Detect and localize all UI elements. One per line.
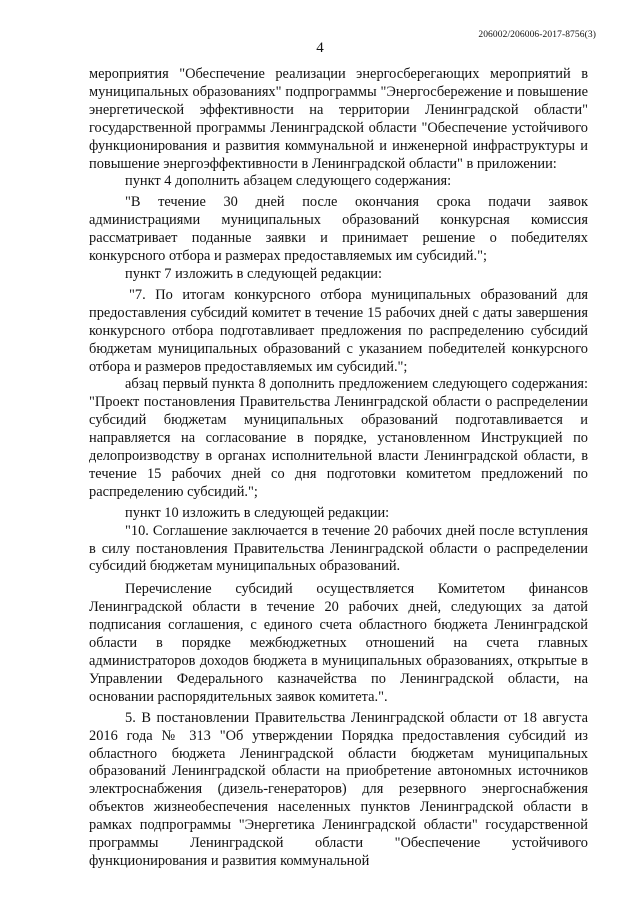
paragraph-point-8-amendment: абзац первый пункта 8 дополнить предложением следующего содержания: "Проект постановления Правительства Ленинградской области о распределении субсидий бюджетам муниципальных образований подготавливается и направляется на согласование в порядке, установленном Инструкцией по делопроизводству в органах исполнительной власти Ленинградской области, в течение 15 рабочих дней со дня подготовки комитетом предложений по распределению субсидий.";	[89, 376, 588, 500]
paragraph-point-7-text: "7. По итогам конкурсного отбора муниципальных образований для предоставления субсидий комитет в течение 15 рабочих дней с даты завершения конкурсного отбора подготавливает предложения по распределению субсидий бюджетам муниципальных образований с указанием победителей конкурсного отбора и размеров предоставляемых им субсидий.";	[89, 286, 588, 375]
document-body	[89, 66, 588, 871]
paragraph-item-5: 5. В постановлении Правительства Ленинградской области от 18 августа 2016 года № 313 "Об утверждении Порядка предоставления субсидий из областного бюджета Ленинградской области бюджетам муниципальных образований Ленинградской области на приобретение автономных источников электроснабжения (дизель-генераторов) для резервного энергоснабжения объектов жизнеобеспечения населенных пунктов Ленинградской области в рамках подпрограммы "Энергетика Ленинградской области" государственной программы Ленинградской области "Обеспечение устойчивого функционирования и развития коммунальной	[89, 709, 588, 869]
page-number: 4	[316, 40, 324, 56]
paragraph-point-7-instruction: пункт 7 изложить в следующей редакции:	[125, 265, 382, 282]
paragraph-point-4-text: "В течение 30 дней после окончания срока подачи заявок администрациями муниципальных образований конкурсная комиссия рассматривает поданные заявки и принимает решение о победителях конкурсного отбора и размерах предоставляемых им субсидий.";	[89, 194, 588, 265]
document-reference-number: 206002/206006-2017-8756(3)	[478, 30, 596, 40]
paragraph-point-4-instruction: пункт 4 дополнить абзацем следующего содержания:	[125, 173, 452, 190]
paragraph-subsidy-transfer: Перечисление субсидий осуществляется Комитетом финансов Ленинградской области в течение 20 рабочих дней, следующих за датой подписания соглашения, с единого счета областного бюджета Ленинградской области в порядке межбюджетных отношений на счета главных администраторов доходов бюджета в муниципальных образованиях, открытые в Управлении Федерального казначейства по Ленинградской области, на основании распорядительных заявок комитета.".	[89, 581, 588, 705]
paragraph-intro: мероприятия "Обеспечение реализации энергосберегающих мероприятий в муниципальных образованиях" подпрограммы "Энергосбережение и повышение энергетической эффективности на территории Ленинградской области" государственной программы Ленинградской области "Обеспечение устойчивого функционирования и развития коммунальной и инженерной инфраструктуры и повышение энергоэффективности в Ленинградской области" в приложении:	[89, 66, 588, 172]
paragraph-point-10-instruction: пункт 10 изложить в следующей редакции:	[125, 504, 390, 521]
paragraph-point-10-text: "10. Соглашение заключается в течение 20 рабочих дней после вступления в силу постановления Правительства Ленинградской области о распределении субсидий бюджетам муниципальных образований.	[89, 522, 588, 575]
